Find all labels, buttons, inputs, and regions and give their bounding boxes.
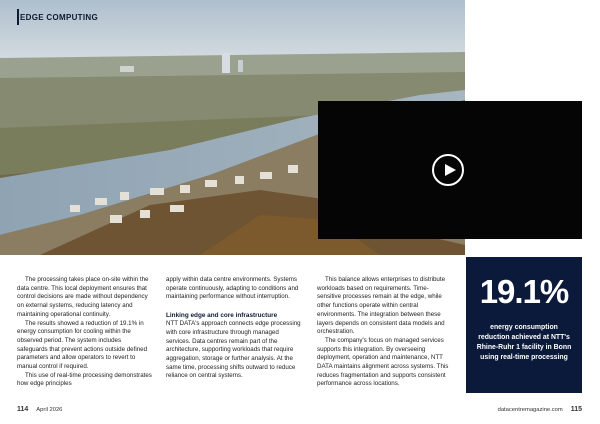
footer-right	[498, 406, 582, 413]
issue-date: April 2026	[36, 407, 63, 413]
page-number-left: 114	[17, 406, 29, 413]
paragraph: The processing takes place on-site within the data centre. This local deployment ensures that control decisions are made without dependency on external systems, reducing latency and maintaining operational continuity.	[17, 276, 149, 318]
paragraph: The company's focus on managed services supports this integration. By overseeing deployment, operation and maintenance, NTT DATA maintains alignment across systems. This reduces fragmentation and supports consistent performance across locations.	[317, 336, 449, 388]
paragraph: The results showed a reduction of 19.1% in energy consumption for cooling within the observed period. The system includes safeguards that prevent actions outside defined parameters and allow operators to revert to manual control if required.	[17, 319, 148, 371]
page-number-right: 115	[570, 406, 582, 413]
section-marker	[17, 9, 19, 25]
paragraph: This use of real-time processing demonstrates how edge principles	[17, 371, 152, 388]
text-column-2	[166, 276, 301, 381]
stat-value: 19.1%	[479, 273, 569, 310]
subheading: Linking edge and core infrastructure	[166, 312, 278, 320]
play-icon[interactable]	[432, 154, 464, 186]
stat-callout	[466, 257, 582, 393]
text-column-3	[317, 276, 452, 389]
section-label: EDGE COMPUTING	[20, 13, 98, 22]
paragraph: apply within data centre environments. Systems operate continuously, adapting to conditions and maintaining performance without interruption.	[166, 276, 299, 301]
paragraph: This balance allows enterprises to distribute workloads based on requirements. Time-sensitive processes remain at the edge, while other functions operate within central environments. The integration between these layers depends on consistent data models and orchestration.	[317, 276, 446, 336]
stat-caption: energy consumption reduction achieved at NTT's Rhine-Ruhr 1 facility in Bonn using real-time processing	[476, 324, 572, 361]
footer-left	[17, 406, 62, 413]
text-column-1	[17, 276, 152, 389]
site-url: datacentremagazine.com	[497, 407, 563, 413]
paragraph: NTT DATA's approach connects edge processing with core infrastructure through managed services. Data centres remain part of the architecture, supporting workloads that require aggregation, storage or further analysis. At the same time, processing shifts outward to reduce reliance on central systems.	[166, 320, 301, 380]
